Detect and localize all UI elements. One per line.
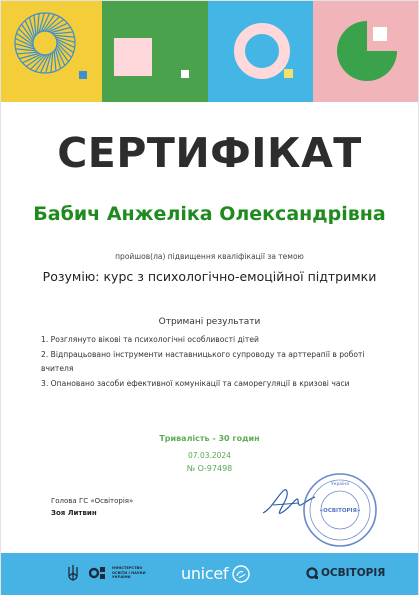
osvitoria-text: ОСВІТОРІЯ xyxy=(321,567,386,579)
certificate-number: № О-97498 xyxy=(186,464,233,473)
pacman-shape-icon xyxy=(337,21,397,81)
osvitoria-logo-icon xyxy=(306,566,319,580)
sun-ray xyxy=(16,49,36,51)
sun-ray xyxy=(34,15,36,35)
recipient-name: Бабич Анжеліка Олександрівна xyxy=(33,203,386,225)
certificate-title: СЕРТИФІКАТ xyxy=(57,129,362,177)
signer-name: Зоя Литвин xyxy=(51,509,97,517)
pink-tile xyxy=(313,1,418,102)
trident-icon xyxy=(67,564,79,582)
white-square-dot xyxy=(181,70,189,78)
sun-ray xyxy=(54,35,74,37)
sun-ray xyxy=(37,14,39,34)
unicef-logo-text: unicef xyxy=(181,564,229,583)
ring-icon xyxy=(234,23,290,79)
results-list xyxy=(41,333,381,391)
course-title: Розумію: курс з психологічно-емоційної підтримки xyxy=(42,269,377,284)
pink-square xyxy=(114,38,152,76)
sun-ray xyxy=(17,52,37,54)
sun-ray xyxy=(54,51,56,71)
sun-burst-icon xyxy=(9,7,81,79)
stamp-top-text: Україна xyxy=(330,482,350,487)
results-title: Отримані результати xyxy=(158,317,261,327)
result-item-2: 2. Відпрацьовано інструменти наставницького супроводу та арттерапії в роботі вчителя xyxy=(41,349,365,373)
ministry-logo-icon xyxy=(89,565,107,581)
stamp-seal-icon xyxy=(301,471,379,549)
yellow-square-dot xyxy=(284,69,293,78)
result-item-3: 3. Опановано засоби ефективної комунікації та саморегуляції в кризові часи xyxy=(41,378,350,388)
passed-text: пройшов(ла) підвищення кваліфікації за темою xyxy=(115,252,304,261)
sun-ray xyxy=(53,32,73,34)
unicef-globe-icon xyxy=(232,565,250,583)
issue-date: 07.03.2024 xyxy=(188,451,231,460)
header-color-tiles xyxy=(1,1,418,102)
ministry-text: МІНІСТЕРСТВО ОСВІТИ І НАУКИ УКРАЇНИ xyxy=(112,566,146,580)
blue-square-dot xyxy=(79,71,87,79)
sun-ray xyxy=(51,52,53,72)
signer-role: Голова ГС «Освіторія» xyxy=(51,497,134,505)
stamp-center-text: «ОСВІТОРІЯ» xyxy=(319,508,361,514)
footer-partners xyxy=(1,553,418,595)
yellow-tile xyxy=(1,1,102,102)
green-tile xyxy=(102,1,208,102)
result-item-1: 1. Розглянуто вікові та психологічні особливості дітей xyxy=(41,335,259,344)
blue-tile xyxy=(208,1,313,102)
duration: Тривалість - 30 годин xyxy=(159,434,260,443)
